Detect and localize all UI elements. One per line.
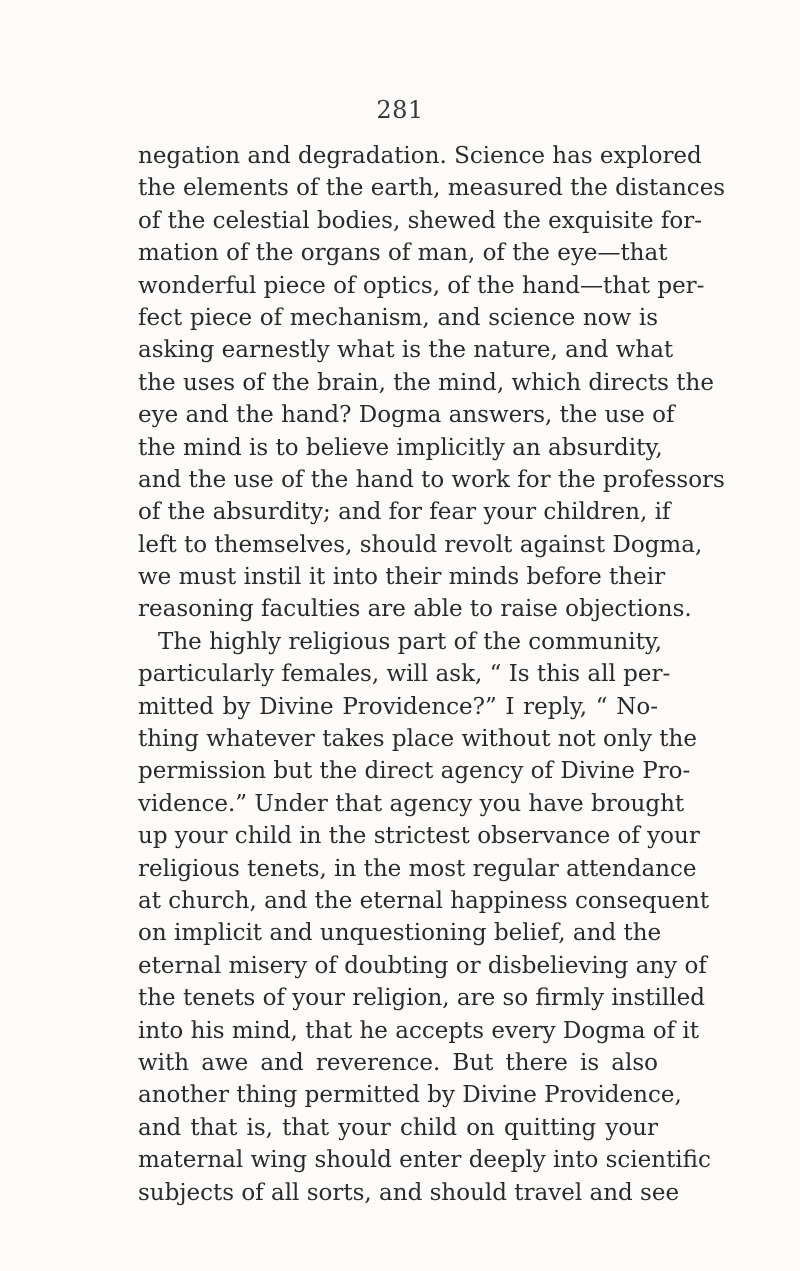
text-line: on implicit and unquestioning belief, and the xyxy=(138,920,662,947)
text-line: negation and degradation. Science has explored xyxy=(138,143,702,169)
text-line: reasoning faculties are able to raise objections. xyxy=(138,596,692,623)
text-line: permission but the direct agency of Divine Pro- xyxy=(138,758,691,785)
text-line: eye and the hand? Dogma answers, the use of xyxy=(138,402,675,429)
text-line: particularly females, will ask, “ Is this all per- xyxy=(138,661,671,688)
text-line: mation of the organs of man, of the eye—that xyxy=(138,240,668,267)
text-line: with awe and reverence. But there is also xyxy=(138,1049,658,1076)
text-line: maternal wing should enter deeply into scientific xyxy=(138,1147,711,1174)
text-line: at church, and the eternal happiness consequent xyxy=(138,887,710,914)
text-line: and the use of the hand to work for the professors xyxy=(138,466,725,493)
text-line: the elements of the earth, measured the distances xyxy=(138,175,726,202)
text-line: the mind is to believe implicitly an absurdity, xyxy=(138,434,663,461)
text-line: eternal misery of doubting or disbelieving any of xyxy=(138,952,707,979)
text-line: we must instil it into their minds before their xyxy=(138,564,666,591)
text-line: up your child in the strictest observance of your xyxy=(138,823,700,850)
text-line: fect piece of mechanism, and science now is xyxy=(138,304,658,331)
text-line: of the celestial bodies, shewed the exquisite for- xyxy=(138,207,703,234)
page-number: 281 xyxy=(376,96,424,124)
text-line: religious tenets, in the most regular attendance xyxy=(138,855,697,882)
text-line: into his mind, that he accepts every Dogma of it xyxy=(138,1017,700,1044)
body-text xyxy=(138,140,726,1209)
text-line: subjects of all sorts, and should travel and see xyxy=(138,1179,680,1206)
text-line: wonderful piece of optics, of the hand—that per- xyxy=(138,272,705,299)
text-line: asking earnestly what is the nature, and what xyxy=(138,337,674,364)
text-line: vidence.” Under that agency you have brought xyxy=(138,790,685,817)
text-line: mitted by Divine Providence?” I reply, “ No- xyxy=(138,693,658,720)
text-line: and that is, that your child on quitting your xyxy=(138,1114,658,1141)
text-line: The highly religious part of the community, xyxy=(158,628,663,655)
text-line: the tenets of your religion, are so firmly instilled xyxy=(138,985,705,1012)
text-line: the uses of the brain, the mind, which directs the xyxy=(138,369,714,396)
text-line: of the absurdity; and for fear your children, if xyxy=(138,499,671,526)
text-line: thing whatever takes place without not only the xyxy=(138,726,697,753)
text-line: another thing permitted by Divine Providence, xyxy=(138,1082,682,1109)
text-line: left to themselves, should revolt against Dogma, xyxy=(138,531,703,558)
